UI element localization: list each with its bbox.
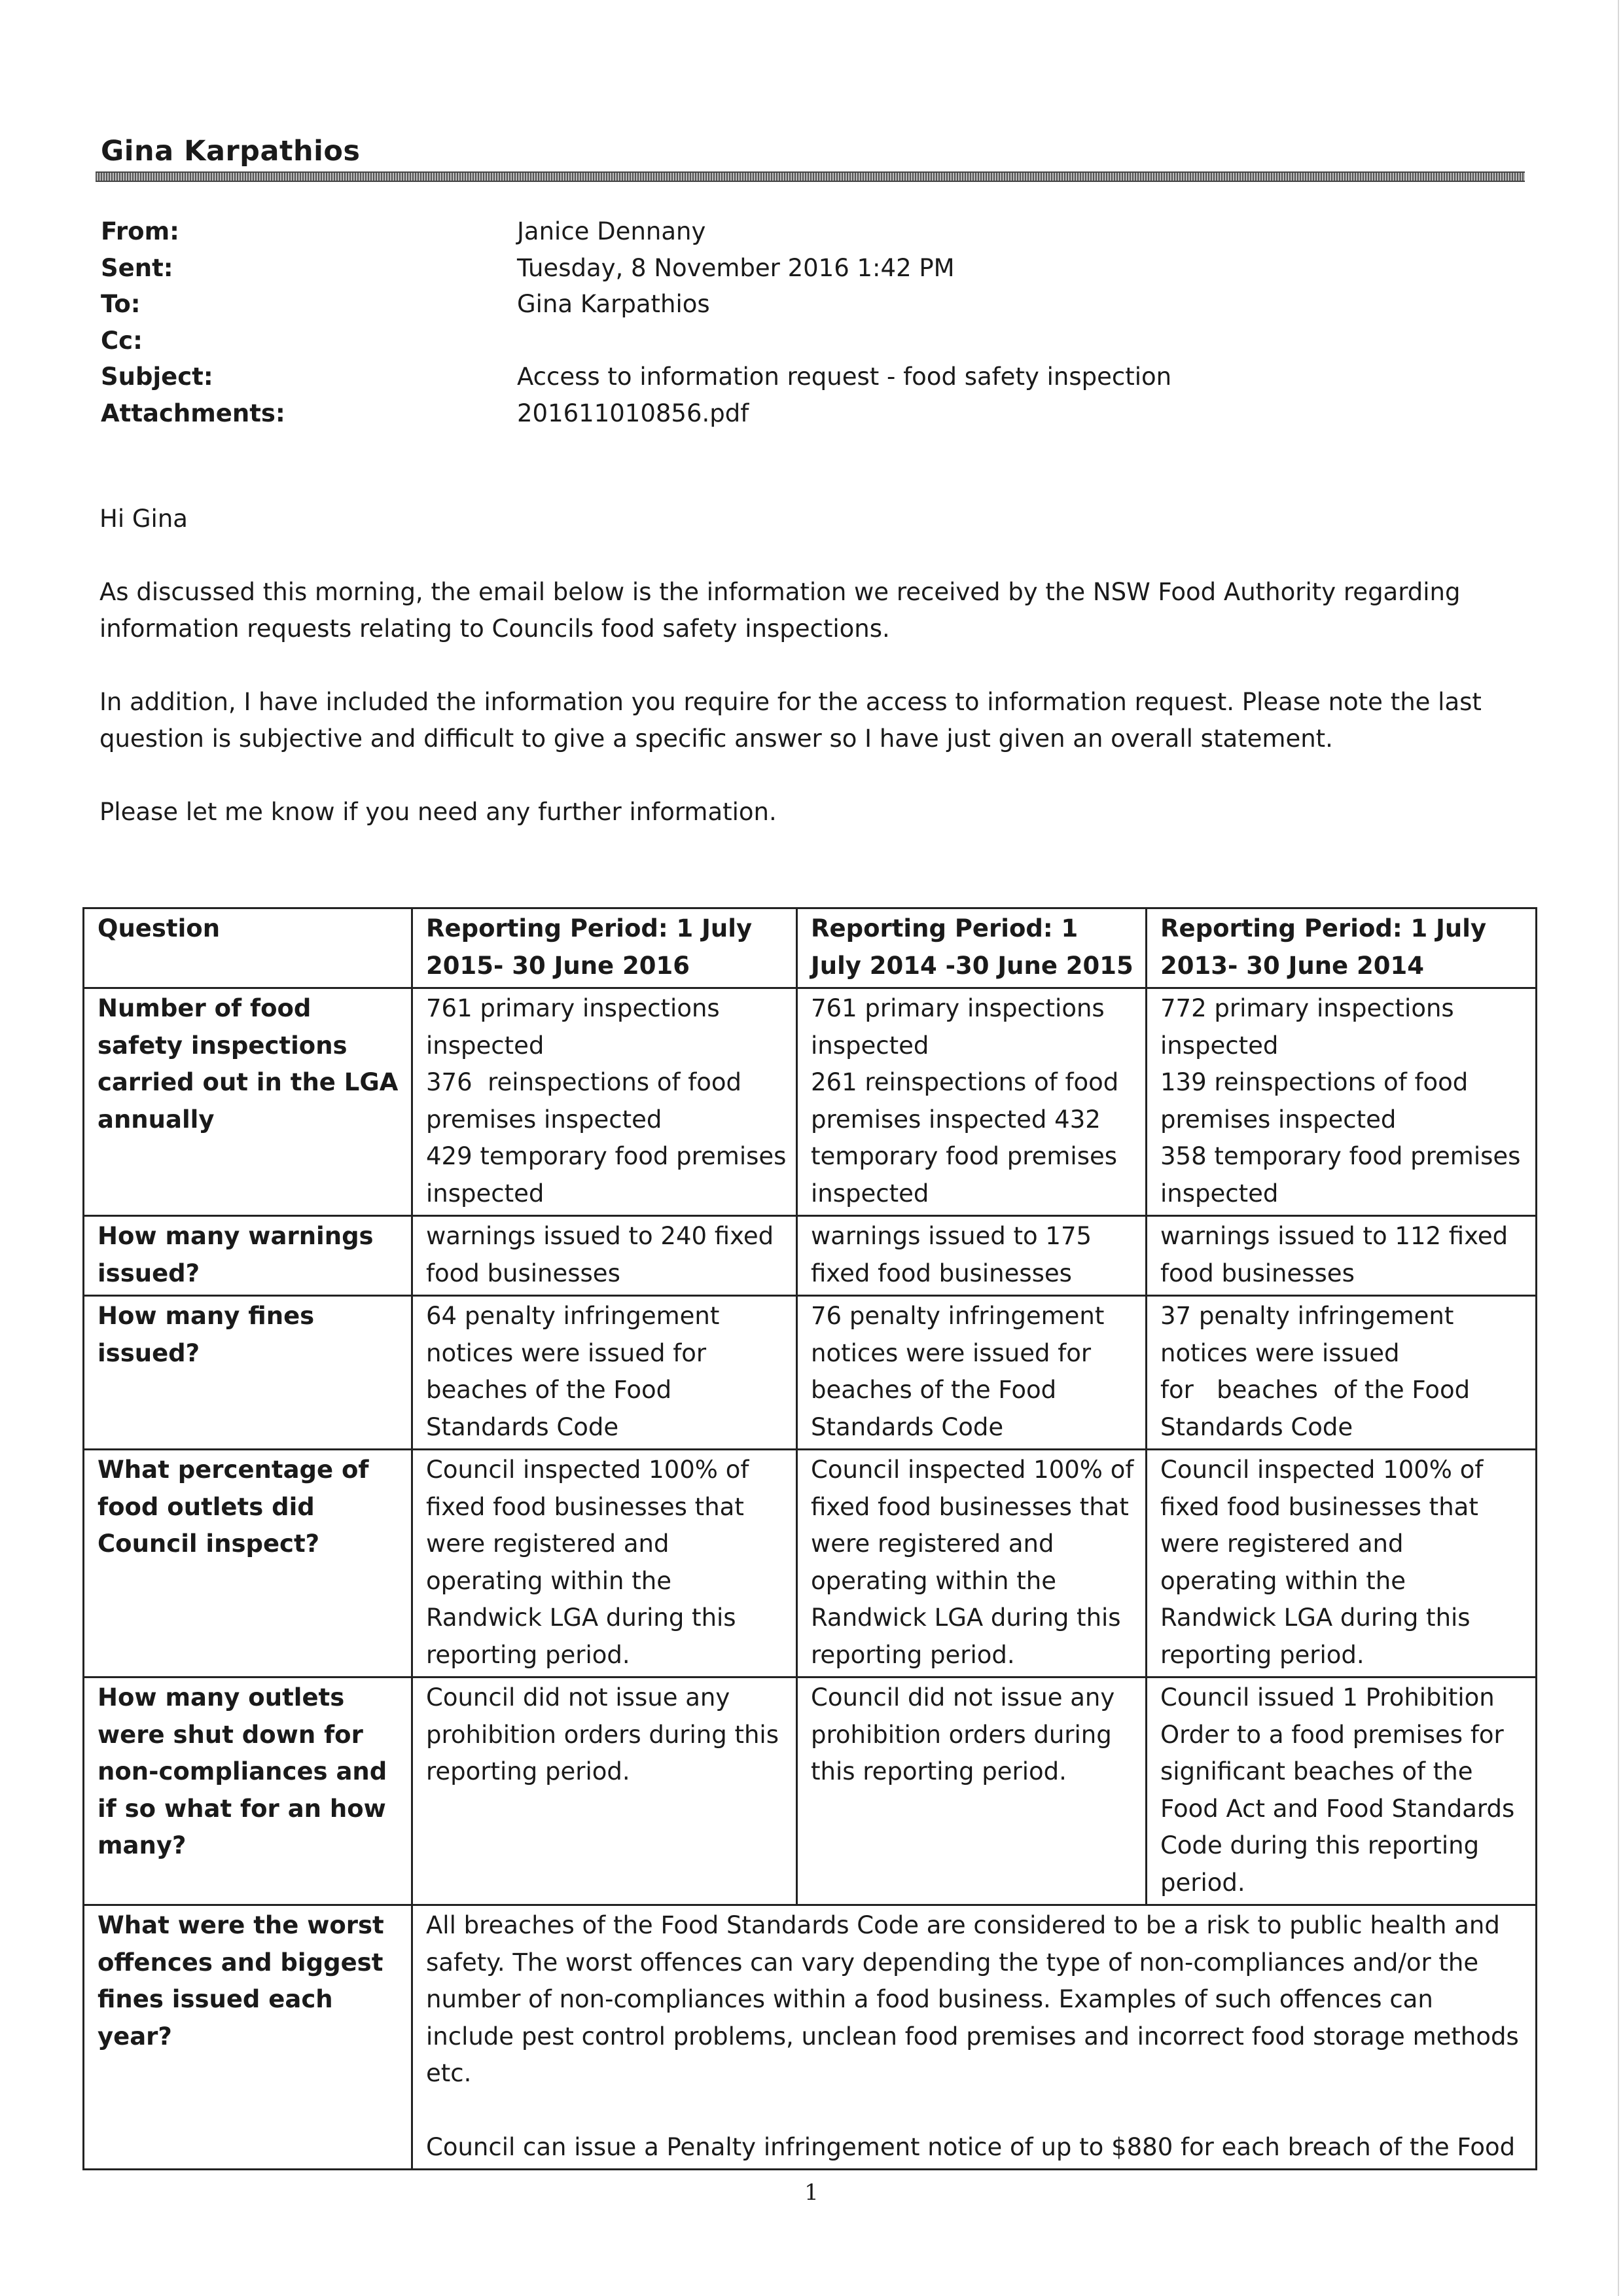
merged-answer-cell	[412, 1905, 1537, 2170]
answer-paragraph-1: All breaches of the Food Standards Code are considered to be a risk to public health and safety. The worst offences can vary depending the type of non-compliances and/or the number of non-compliances within a food business. Examples of such offences can include pest control problems, unclean food premises and incorrect food storage methods etc.	[426, 1911, 1519, 2087]
table-cell: 761 primary inspections inspected 376 reinspections of food premises inspected 429 temporary food premises inspected	[412, 988, 797, 1216]
page-number: 1	[804, 2179, 819, 2206]
header-row-to	[101, 286, 1410, 323]
table-cell: Council did not issue any prohibition orders during this reporting period.	[797, 1677, 1147, 1905]
header-row-sent	[101, 250, 1410, 287]
header-cell: Reporting Period: 1 July 2014 -30 June 2015	[797, 908, 1147, 988]
table-cell: 772 primary inspections inspected 139 reinspections of food premises inspected 358 temporary food premises inspected	[1147, 988, 1537, 1216]
from-value: Janice Dennany	[517, 217, 706, 245]
from-label: From:	[101, 217, 179, 245]
question-cell: What were the worst offences and biggest fines issued each year?	[84, 1905, 412, 2170]
table-cell: warnings issued to 112 fixed food businesses	[1147, 1216, 1537, 1296]
question-cell: Number of food safety inspections carried out in the LGA annually	[84, 988, 412, 1216]
table-cell: 76 penalty infringement notices were issued for beaches of the Food Standards Code	[797, 1296, 1147, 1450]
cc-value	[517, 323, 1410, 359]
scan-edge	[1618, 0, 1619, 2296]
body-paragraph-2: In addition, I have included the information you require for the access to information request. Please note the last question is subjective and difficult to give a specific answer so I have just given an overall statement.	[99, 688, 1482, 753]
table-row	[84, 1905, 1537, 2170]
cc-label: Cc:	[101, 326, 143, 355]
header-row-attachments	[101, 395, 1410, 432]
table-row	[84, 1296, 1537, 1450]
sent-value: Tuesday, 8 November 2016 1:42 PM	[517, 253, 955, 282]
table-cell: Council did not issue any prohibition orders during this reporting period.	[412, 1677, 797, 1905]
table-cell: Council inspected 100% of fixed food businesses that were registered and operating within the Randwick LGA during this reporting period.	[1147, 1450, 1537, 1677]
question-cell: How many outlets were shut down for non-compliances and if so what for an how many?	[84, 1677, 412, 1905]
table-row	[84, 1677, 1537, 1905]
header-row-subject	[101, 359, 1410, 395]
greeting: Hi Gina	[99, 505, 188, 533]
question-cell: What percentage of food outlets did Council inspect?	[84, 1450, 412, 1677]
sender-name: Gina Karpathios	[101, 135, 361, 168]
header-cell: Reporting Period: 1 July 2013- 30 June 2014	[1147, 908, 1537, 988]
subject-value: Access to information request - food safety inspection	[517, 363, 1172, 391]
answer-paragraph-2: Council can issue a Penalty infringement notice of up to $880 for each breach of the Food	[426, 2132, 1516, 2161]
table-cell: warnings issued to 240 fixed food businesses	[412, 1216, 797, 1296]
table-cell: Council issued 1 Prohibition Order to a food premises for significant beaches of the Food Act and Food Standards Code during this reporting period.	[1147, 1677, 1537, 1905]
table-cell: 761 primary inspections inspected 261 reinspections of food premises inspected 432 temporary food premises inspected	[797, 988, 1147, 1216]
header-cell: Reporting Period: 1 July 2015- 30 June 2016	[412, 908, 797, 988]
table-cell: Council inspected 100% of fixed food businesses that were registered and operating within the Randwick LGA during this reporting period.	[412, 1450, 797, 1677]
header-cell: Question	[84, 908, 412, 988]
question-cell: How many warnings issued?	[84, 1216, 412, 1296]
to-value: Gina Karpathios	[517, 290, 710, 318]
body-paragraph-1: As discussed this morning, the email below is the information we received by the NSW Food Authority regarding information requests relating to Councils food safety inspections.	[99, 578, 1461, 643]
inspection-table	[82, 907, 1537, 2170]
question-cell: How many fines issued?	[84, 1296, 412, 1450]
table-row	[84, 1450, 1537, 1677]
title-rule	[96, 171, 1525, 182]
to-label: To:	[101, 290, 141, 318]
table-cell: 37 penalty infringement notices were issued for beaches of the Food Standards Code	[1147, 1296, 1537, 1450]
body-closing: Please let me know if you need any further information.	[99, 798, 777, 826]
table-cell: warnings issued to 175 fixed food businesses	[797, 1216, 1147, 1296]
table-row	[84, 1216, 1537, 1296]
table-cell: Council inspected 100% of fixed food businesses that were registered and operating within the Randwick LGA during this reporting period.	[797, 1450, 1147, 1677]
table-row	[84, 988, 1537, 1216]
email-header	[101, 213, 1410, 431]
attachments-label: Attachments:	[101, 399, 285, 427]
sent-label: Sent:	[101, 253, 173, 282]
table-header-row	[84, 908, 1537, 988]
header-row-from	[101, 213, 1410, 250]
email-body	[99, 501, 1526, 867]
attachment-filename: 201611010856.pdf	[517, 399, 749, 427]
table-cell: 64 penalty infringement notices were issued for beaches of the Food Standards Code	[412, 1296, 797, 1450]
header-row-cc	[101, 323, 1410, 359]
subject-label: Subject:	[101, 363, 213, 391]
